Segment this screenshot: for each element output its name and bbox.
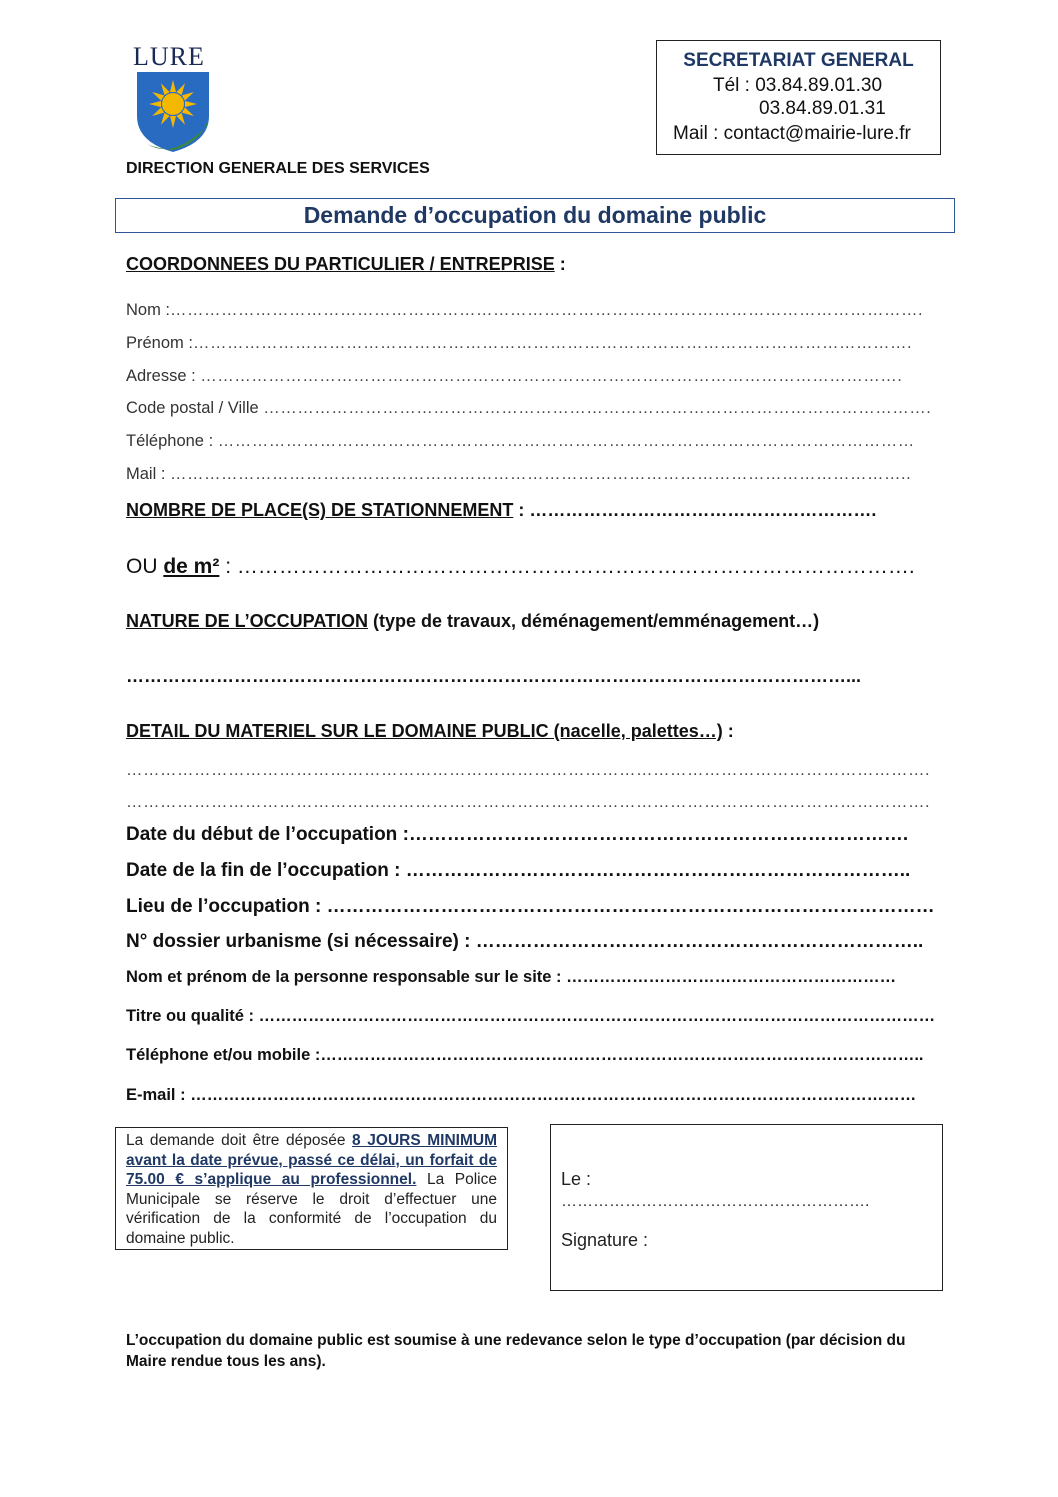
section-heading-coordinates: COORDONNEES DU PARTICULIER / ENTREPRISE : [126, 254, 566, 274]
city-coat-of-arms-icon [133, 70, 213, 154]
field-code-postal-ville[interactable]: Code postal / Ville ………………………………………………………………………………………………………. [126, 399, 932, 417]
field-date-debut[interactable]: Date du début de l’occupation :……………………………………………………………………. [126, 824, 909, 845]
date-label: Le : [561, 1169, 592, 1189]
field-lieu[interactable]: Lieu de l’occupation : …………………………………………………………………………………… [126, 896, 935, 917]
field-parking-places[interactable]: NOMBRE DE PLACE(S) DE STATIONNEMENT : …………………………………………………. [126, 500, 877, 520]
fee-notice: L’occupation du domaine public est soumise à une redevance selon le type d’occupation (par décision du Maire rendue tous les ans). [126, 1332, 906, 1370]
field-nom[interactable]: Nom :……………………………………………………………………………………………………………………. [126, 301, 924, 319]
field-responsable-nom[interactable]: Nom et prénom de la personne responsable sur le site : …………………………………………………… [126, 968, 897, 986]
contact-mail: Mail : contact@mairie-lure.fr [673, 123, 911, 144]
contact-phone-2: 03.84.89.01.31 [759, 98, 886, 119]
signature-label: Signature : [561, 1230, 649, 1250]
field-email[interactable]: E-mail : …………………………………………………………………………………………………………………… [126, 1086, 917, 1104]
date-input-line[interactable]: …………………………………………………. [561, 1193, 870, 1210]
field-adresse[interactable]: Adresse : ……………………………………………………………………………………………………………. [126, 367, 903, 385]
contact-title: SECRETARIAT GENERAL [683, 50, 914, 71]
field-dossier-urbanisme[interactable]: N° dossier urbanisme (si nécessaire) : …………………………………………………………….. [126, 931, 924, 952]
field-materiel-line-2[interactable]: ……………………………………………………………………………………………………………………………. [126, 793, 931, 811]
field-nature-line[interactable]: …………………………………………………………………………………………………………... [126, 666, 862, 686]
deadline-notice: La demande doit être déposée 8 JOURS MINIMUM avant la date prévue, passé ce délai, un forfait de 75.00 € s’applique au professionnel. La Police Municipale se réserve le droit d’effectuer une vérification de la conformité de l’occupation du domaine public. [115, 1127, 508, 1250]
field-telephone-mobile[interactable]: Téléphone et/ou mobile :……………………………………………………………………………………………….. [126, 1046, 924, 1064]
section-heading-nature: NATURE DE L’OCCUPATION (type de travaux, déménagement/emménagement…) [126, 611, 820, 631]
field-date-fin[interactable]: Date de la fin de l’occupation : …………………………………………………………………….. [126, 860, 911, 881]
field-mail[interactable]: Mail : ………………………………………………………………………………………………………………….. [126, 465, 912, 483]
contact-box [656, 40, 941, 155]
field-titre-qualite[interactable]: Titre ou qualité : …………………………………………………………………………………………………………… [126, 1007, 936, 1025]
form-title: Demande d’occupation du domaine public [115, 198, 955, 233]
field-telephone[interactable]: Téléphone : …………………………………………………………………………………………………………… [126, 432, 915, 450]
section-heading-materiel: DETAIL DU MATERIEL SUR LE DOMAINE PUBLIC (nacelle, palettes…) : [126, 721, 734, 741]
contact-phone-1: Tél : 03.84.89.01.30 [713, 75, 883, 96]
field-prenom[interactable]: Prénom :………………………………………………………………………………………………………………. [126, 334, 913, 352]
logo-wordmark: LURE [133, 42, 205, 71]
signature-box [550, 1124, 943, 1291]
field-materiel-line-1[interactable]: ……………………………………………………………………………………………………………………………. [126, 761, 931, 779]
field-area-m2[interactable]: OU de m² : ……………………………………………………………………………………. [126, 555, 915, 578]
department-name: DIRECTION GENERALE DES SERVICES [126, 160, 430, 177]
